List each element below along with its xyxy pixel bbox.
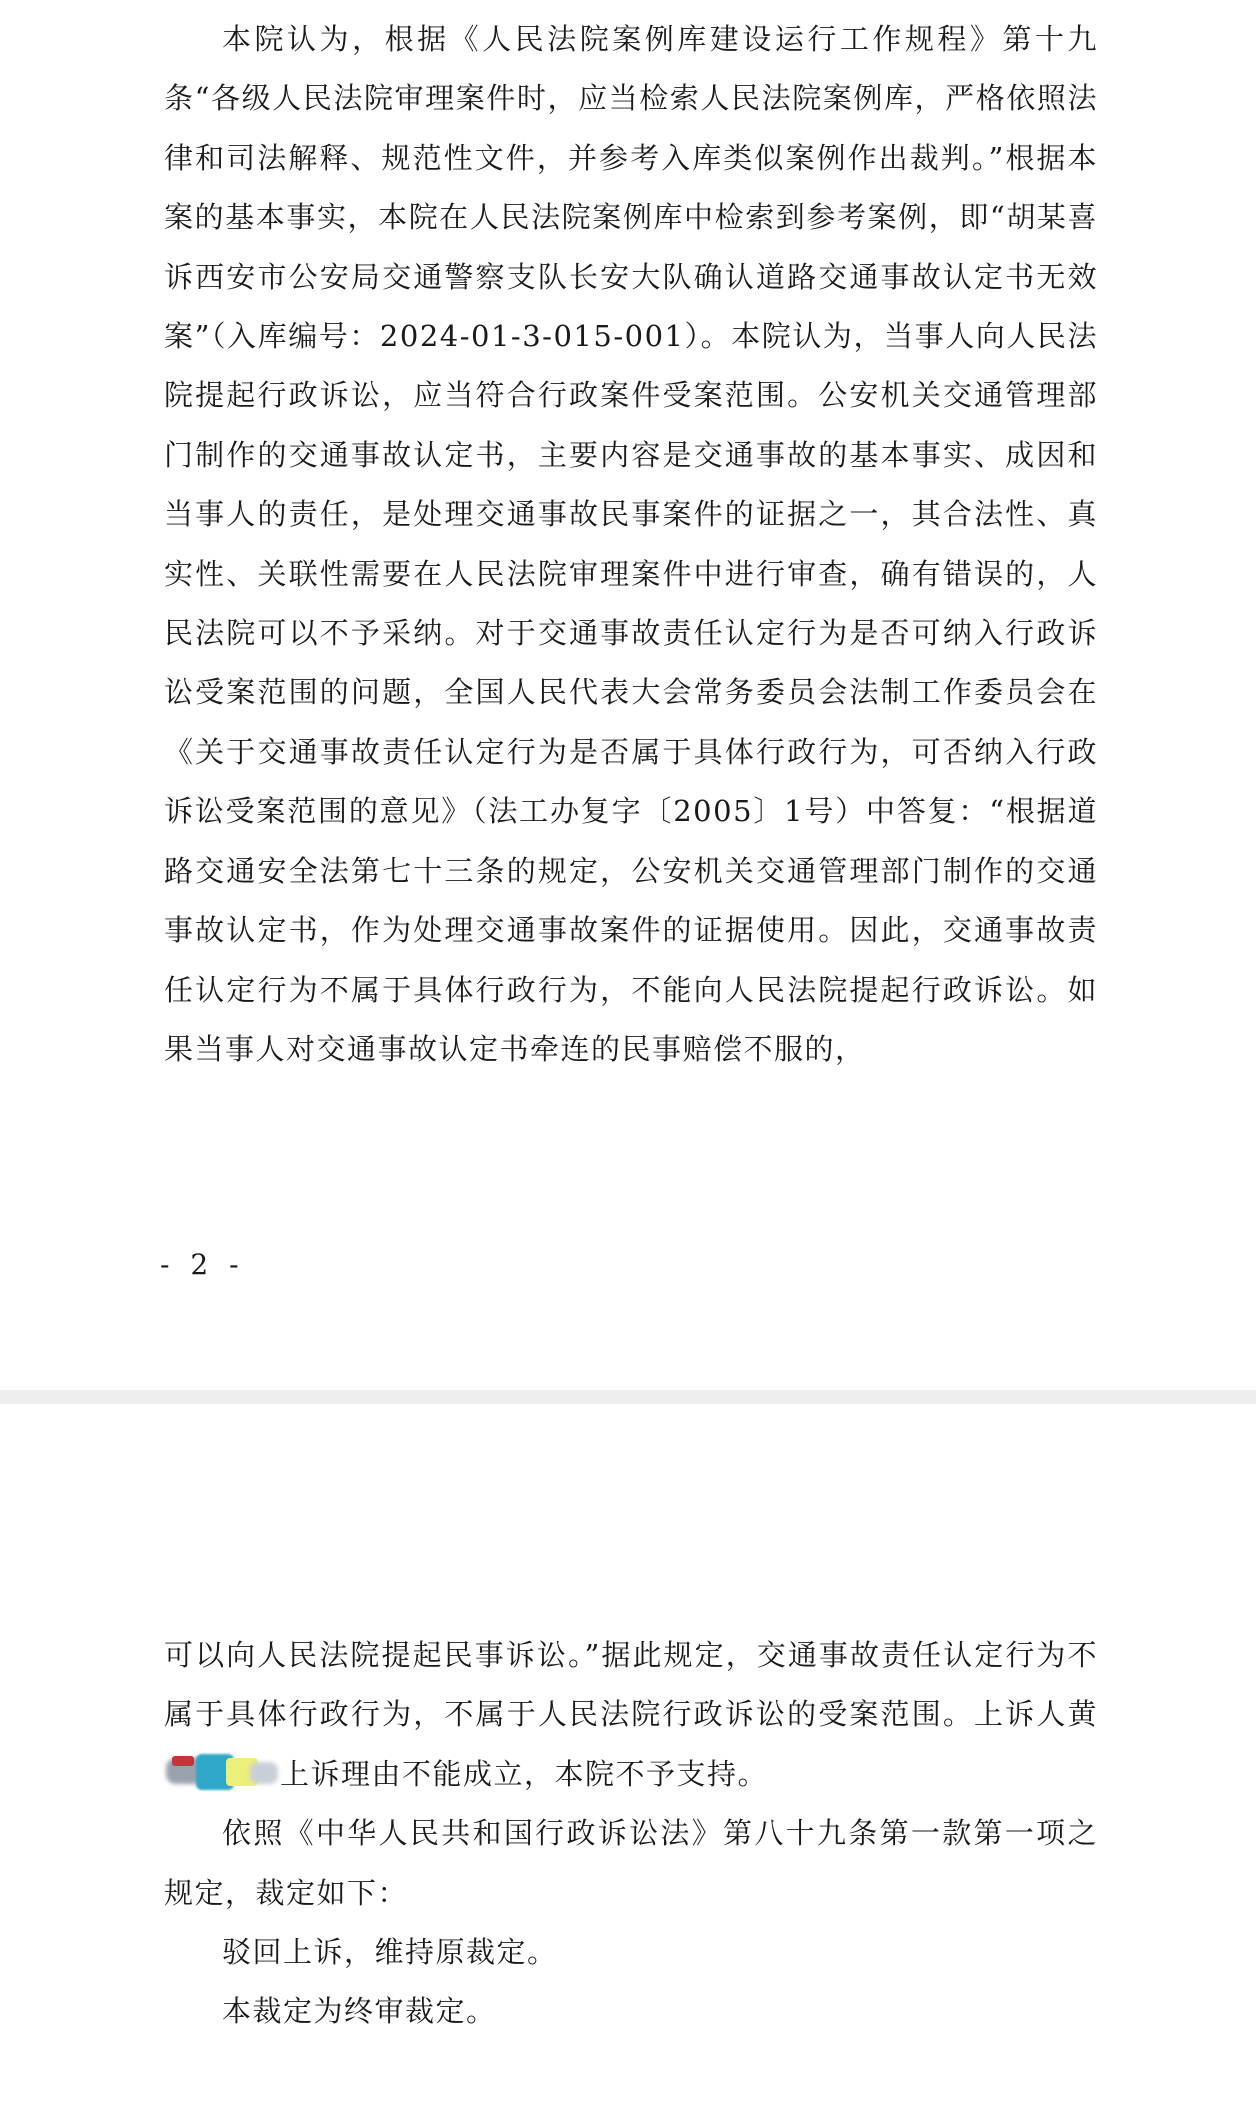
ruling-paragraph: 驳回上诉，维持原裁定。 xyxy=(222,1935,558,1970)
continuation-paragraph xyxy=(164,1626,1098,1804)
legal-basis-paragraph: 依照《中华人民共和国行政诉讼法》第八十九条第一款第一项之规定，裁定如下： xyxy=(164,1816,1098,1910)
page-number: - 2 - xyxy=(160,1248,245,1281)
appellant-prefix: 上诉人黄 xyxy=(974,1697,1098,1732)
reasoning-paragraph: 本院认为，根据《人民法院案例库建设运行工作规程》第十九条“各级人民法院审理案件时，应当检索人民法院案例库，严格依照法律和司法解释、规范性文件，并参考入库类似案例作出裁判。”根据本案的基本事实，本院在人民法院案例库中检索到参考案例，即“胡某喜诉西安市公安局交通警察支队长安大队确认道路交通事故认定书无效案”（入库编号：2024-01-3-015-001）。本院认为，当事人向人民法院提起行政诉讼，应当符合行政案件受案范围。公安机关交通管理部门制作的交通事故认定书，主要内容是交通事故的基本事实、成因和当事人的责任，是处理交通事故民事案件的证据之一，其合法性、真实性、关联性需要在人民法院审理案件中进行审查，确有错误的，人民法院可以不予采纳。对于交通事故责任认定行为是否可纳入行政诉讼受案范围的问题，全国人民代表大会常务委员会法制工作委员会在《关于交通事故责任认定行为是否属于具体行政行为，可否纳入行政诉讼受案范围的意见》（法工办复字〔2005〕1号）中答复：“根据道路交通安全法第七十三条的规定，公安机关交通管理部门制作的交通事故认定书，作为处理交通事故案件的证据使用。因此，交通事故责任认定行为不属于具体行政行为，不能向人民法院提起行政诉讼。如果当事人对交通事故认定书牵连的民事赔偿不服的， xyxy=(164,22,1098,1066)
continuation-text: 可以向人民法院提起民事诉讼。”据此规定，交通事故责任认定行为不属于具体行政行为，不属于人民法院行政诉讼的受案范围。 xyxy=(164,1638,1098,1732)
page-separator xyxy=(0,1390,1256,1404)
page-2-body xyxy=(164,1626,1098,2042)
finality-paragraph: 本裁定为终审裁定。 xyxy=(222,1994,497,2029)
appellant-suffix: 上诉理由不能成立，本院不予支持。 xyxy=(280,1756,769,1791)
page-1-body xyxy=(164,10,1098,1079)
document-page-2 xyxy=(0,1404,1256,2114)
redaction-mark xyxy=(166,1754,278,1790)
